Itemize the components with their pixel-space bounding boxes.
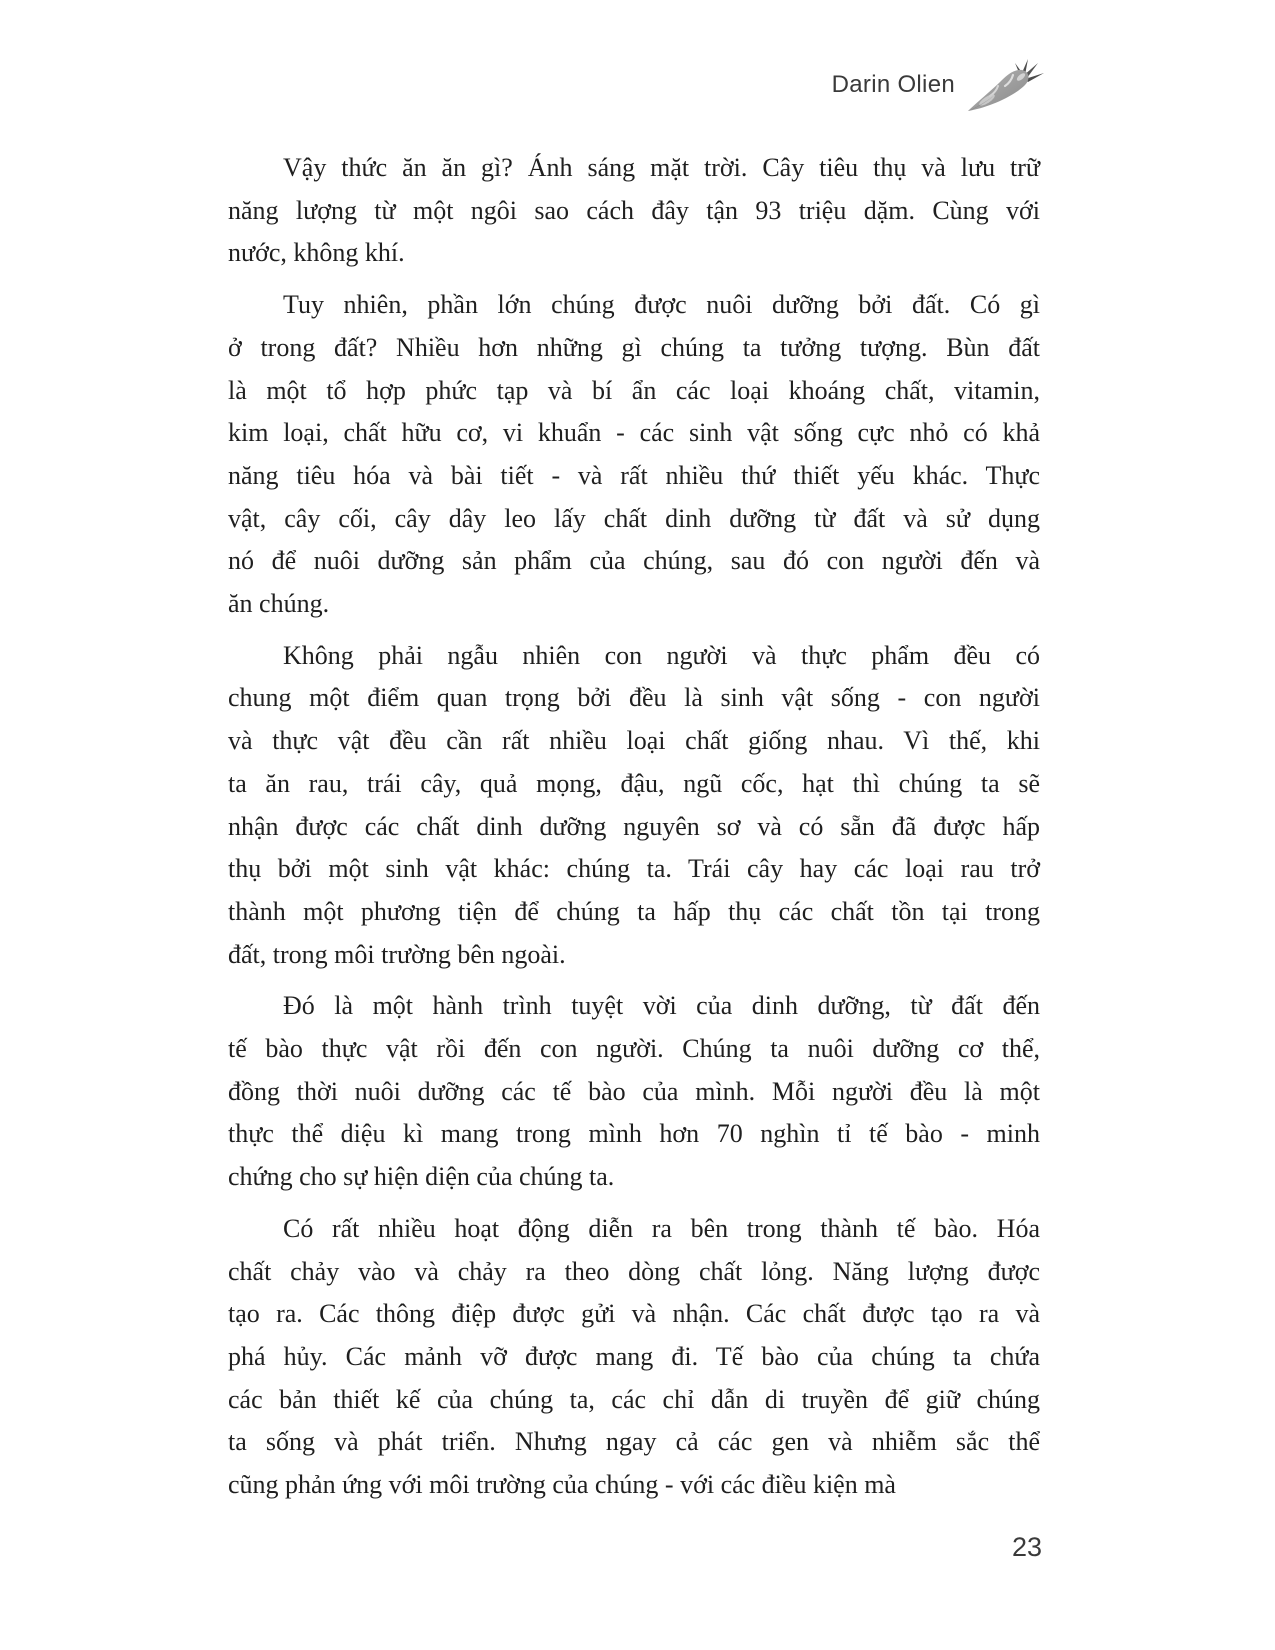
text-line: thực thể diệu kì mang trong mình hơn 70 nghìn tỉ tế bào - minh xyxy=(228,1119,1040,1149)
text-line: tạo ra. Các thông điệp được gửi và nhận. Các chất được tạo ra và xyxy=(228,1299,1040,1329)
text-line: ăn chúng. xyxy=(228,589,330,619)
text-line: ta ăn rau, trái cây, quả mọng, đậu, ngũ cốc, hạt thì chúng ta sẽ xyxy=(228,768,1040,798)
text-line: ta sống và phát triển. Nhưng ngay cả các gen và nhiễm sắc thể xyxy=(228,1427,1040,1457)
text-line: tế bào thực vật rồi đến con người. Chúng ta nuôi dưỡng cơ thể, xyxy=(228,1034,1040,1064)
text-line: chứng cho sự hiện diện của chúng ta. xyxy=(228,1162,615,1192)
text-line: các bản thiết kế của chúng ta, các chỉ dẫn di truyền để giữ chúng xyxy=(228,1384,1040,1414)
text-line: kim loại, chất hữu cơ, vi khuẩn - các sinh vật sống cực nhỏ có khả xyxy=(228,418,1040,448)
author-name: Darin Olien xyxy=(831,71,955,98)
text-line: nước, không khí. xyxy=(228,238,405,268)
paragraph xyxy=(228,985,1040,1199)
page-number: 23 xyxy=(1011,1532,1042,1562)
text-line: năng tiêu hóa và bài tiết - và rất nhiều thứ thiết yếu khác. Thực xyxy=(228,460,1040,490)
text-line: ở trong đất? Nhiều hơn những gì chúng ta tưởng tượng. Bùn đất xyxy=(228,332,1040,362)
text-line: đồng thời nuôi dưỡng các tế bào của mình. Mỗi người đều là một xyxy=(228,1076,1040,1106)
text-line: cũng phản ứng với môi trường của chúng - với các điều kiện mà xyxy=(228,1470,896,1500)
text-line: nó để nuôi dưỡng sản phẩm của chúng, sau đó con người đến và xyxy=(228,546,1040,576)
text-line: Không phải ngẫu nhiên con người và thực phẩm đều có xyxy=(283,640,1040,670)
paragraph xyxy=(228,284,1040,626)
text-line: phá hủy. Các mảnh vỡ được mang đi. Tế bào của chúng ta chứa xyxy=(228,1341,1040,1371)
text-line: năng lượng từ một ngôi sao cách đây tận 93 triệu dặm. Cùng với xyxy=(228,195,1040,225)
page-body xyxy=(228,147,1040,1507)
text-line: vật, cây cối, cây dây leo lấy chất dinh dưỡng từ đất và sử dụng xyxy=(228,503,1040,533)
text-line: chất chảy vào và chảy ra theo dòng chất lỏng. Năng lượng được xyxy=(228,1256,1040,1286)
paragraph xyxy=(228,147,1040,275)
text-line: là một tổ hợp phức tạp và bí ẩn các loại khoáng chất, vitamin, xyxy=(228,375,1040,405)
text-line: đất, trong môi trường bên ngoài. xyxy=(228,939,566,969)
text-line: thụ bởi một sinh vật khác: chúng ta. Trái cây hay các loại rau trở xyxy=(228,854,1040,884)
text-line: thành một phương tiện để chúng ta hấp thụ các chất tồn tại trong xyxy=(228,896,1040,926)
paragraph xyxy=(228,635,1040,977)
text-line: Có rất nhiều hoạt động diễn ra bên trong thành tế bào. Hóa xyxy=(283,1213,1040,1243)
carrot-icon xyxy=(965,58,1045,116)
text-line: và thực vật đều cần rất nhiều loại chất giống nhau. Vì thế, khi xyxy=(228,726,1040,756)
page-header xyxy=(832,58,1045,116)
paragraph xyxy=(228,1208,1040,1507)
text-line: chung một điểm quan trọng bởi đều là sinh vật sống - con người xyxy=(228,683,1040,713)
text-line: Đó là một hành trình tuyệt vời của dinh dưỡng, từ đất đến xyxy=(283,991,1040,1021)
text-line: nhận được các chất dinh dưỡng nguyên sơ và có sẵn đã được hấp xyxy=(228,811,1040,841)
text-line: Tuy nhiên, phần lớn chúng được nuôi dưỡng bởi đất. Có gì xyxy=(283,290,1040,320)
text-line: Vậy thức ăn ăn gì? Ánh sáng mặt trời. Cây tiêu thụ và lưu trữ xyxy=(283,153,1040,182)
